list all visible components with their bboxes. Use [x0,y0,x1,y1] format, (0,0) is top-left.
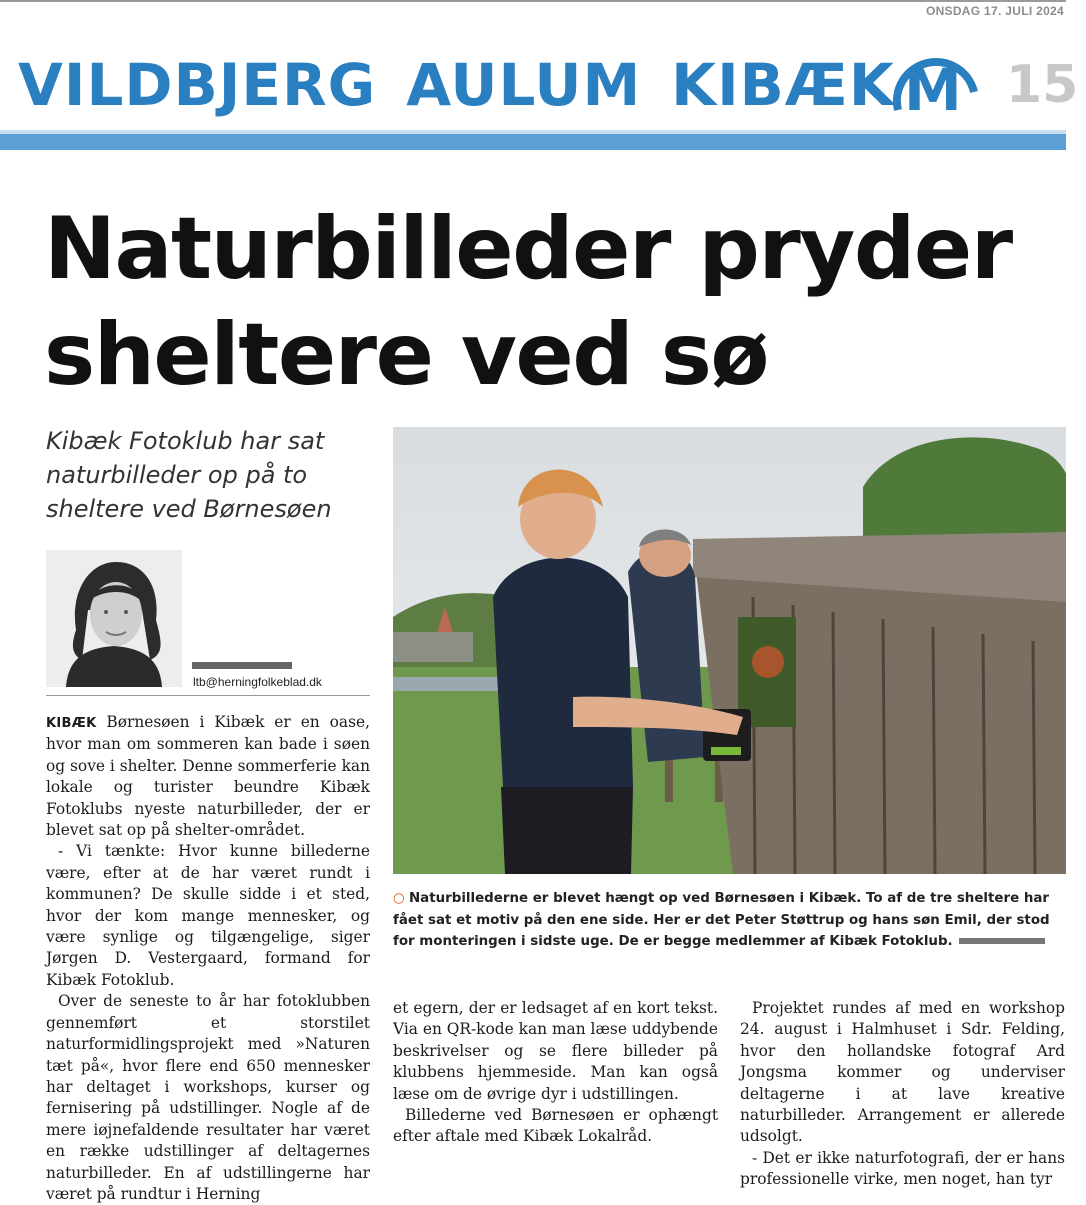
town-kibaek: KIBÆK [671,51,895,119]
article-column-1 [46,712,370,1205]
paragraph-4: et egern, der er ledsaget af en kort tekst. Via en QR-kode kan man læse uddybende beskrivelser og se flere billeder på klubbens hjemmeside. Man kan også læse om de øvrige dyr i udstillingen. [393,999,718,1103]
header-band [0,130,1066,150]
town-vildbjerg: VILDBJERG [18,51,377,119]
page-number: 15 [1006,55,1079,115]
article-subhead: Kibæk Fotoklub har sat naturbilleder op på to sheltere ved Børnesøen [46,427,332,523]
author-photo [46,550,182,687]
article-column-2 [393,998,718,1148]
newspaper-logo-icon [890,40,980,120]
issue-date: ONSDAG 17. JULI 2024 [925,4,1064,18]
author-email: ltb@herningfolkeblad.dk [193,675,322,689]
dateline: KIBÆK [46,716,97,731]
author-bar [192,662,292,669]
article-photo [393,427,1066,874]
paragraph-5: Billederne ved Børnesøen er ophængt efter aftale med Kibæk Lokalråd. [393,1106,718,1146]
headline-line-2: sheltere ved sø [44,305,768,405]
paragraph-1 [46,712,370,841]
caption-marker-icon: ○ [393,891,409,906]
shelter-photo-icon [393,427,1066,874]
author-divider [46,695,370,696]
top-rule [0,0,1066,2]
article-headline [44,196,1044,408]
caption-text: Naturbillederne er blevet hængt op ved Børnesøen i Kibæk. To af de tre sheltere har fået sat et motiv på den ene side. Her er det Peter Støttrup og hans søn Emil, der stod for monteringen i sidste uge. De er begge medlemmer af Kibæk Fotoklub. [393,891,1050,949]
author-portrait-icon [46,550,182,687]
caption-bar [959,938,1045,944]
paragraph-1-text: Børnesøen i Kibæk er en oase, hvor man om sommeren kan bade i søen og sove i shelter. Denne sommerferie kan lokale og turister beundre Kibæk Fotoklubs nyeste naturbilleder, der er blevet sat op på shelter-området. [46,713,370,840]
photo-caption [393,888,1063,953]
headline-line-1: Naturbilleder pryder [44,199,1012,299]
paragraph-6: Projektet rundes af med en workshop 24. august i Halmhuset i Sdr. Felding, hvor den hollandske fotograf Ard Jongsma kommer og underviser deltagerne i at lave kreative naturbilleder. Arrangement er allerede udsolgt. [740,999,1065,1146]
paragraph-2: - Vi tænkte: Hvor kunne billederne være, efter at de har været rundt i kommunen? De skulle sidde i et sted, hvor der kom mange mennesker, og være synlige og tilgængelige, siger Jørgen D. Vestergaard, formand for Kibæk Fotoklub. [46,842,370,989]
logo-letter: M [904,56,962,120]
paragraph-3: Over de seneste to år har fotoklubben gennemført et storstilet naturformidlingsprojekt med »Naturen tæt på«, hvor flere end 650 mennesker har deltaget i workshops, kurser og fernisering på udstillinger. Nogle af de mere iøjnefaldende resultater har været en række udstillinger af deltagernes naturbilleder. En af udstillingerne har været på rundtur i Herning [46,992,370,1203]
town-aulum: AULUM [406,51,642,119]
section-towns [18,52,925,118]
paragraph-7: - Det er ikke naturfotografi, der er hans professionelle virke, men noget, han tyr [740,1148,1065,1189]
article-column-3 [740,998,1065,1191]
